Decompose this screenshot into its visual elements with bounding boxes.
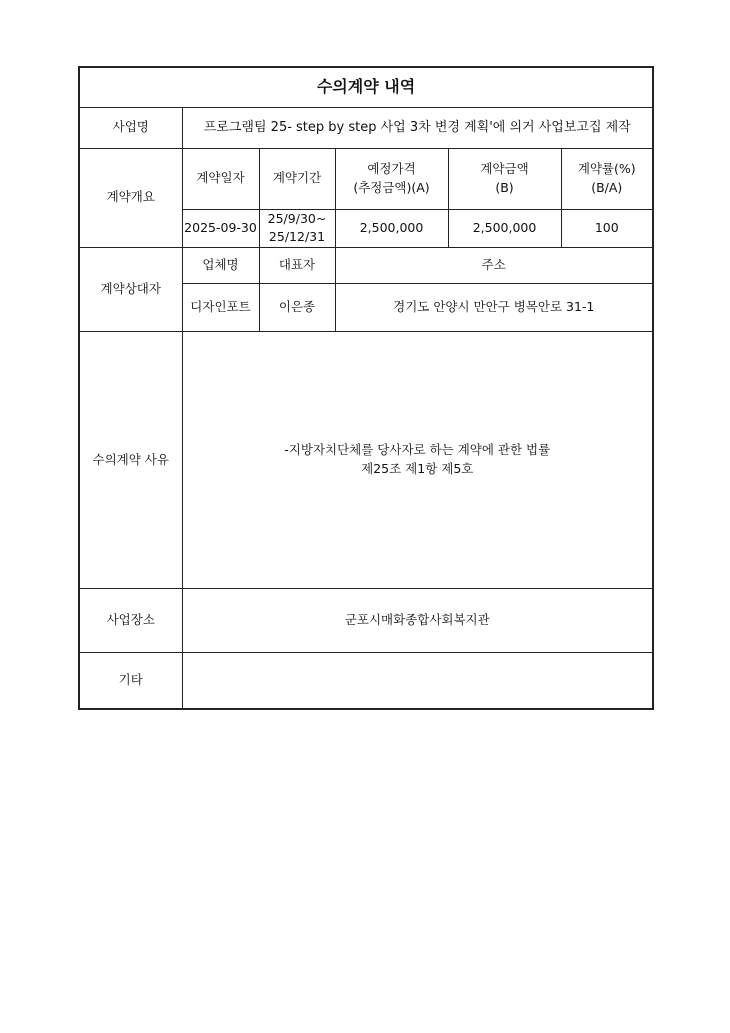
- overview-estimated-price: 2,500,000: [335, 209, 448, 248]
- overview-header-contract-amount: 계약금액 (B): [448, 148, 561, 209]
- etc-value: [182, 653, 653, 709]
- overview-header-contract-period: 계약기간: [259, 148, 335, 209]
- contract-table: [78, 66, 654, 710]
- party-company: 디자인포트: [182, 284, 259, 332]
- overview-label: 계약개요: [79, 148, 182, 248]
- project-label: 사업명: [79, 107, 182, 148]
- party-representative: 이은종: [259, 284, 335, 332]
- overview-contract-rate: 100: [561, 209, 653, 248]
- place-label: 사업장소: [79, 589, 182, 653]
- overview-header-contract-date: 계약일자: [182, 148, 259, 209]
- reason-label: 수의계약 사유: [79, 332, 182, 589]
- party-header-company: 업체명: [182, 248, 259, 284]
- party-header-address: 주소: [335, 248, 653, 284]
- party-label: 계약상대자: [79, 248, 182, 332]
- place-value: 군포시매화종합사회복지관: [182, 589, 653, 653]
- overview-contract-amount: 2,500,000: [448, 209, 561, 248]
- party-header-representative: 대표자: [259, 248, 335, 284]
- etc-label: 기타: [79, 653, 182, 709]
- project-name: 프로그램팀 25- step by step 사업 3차 변경 계획'에 의거 사업보고집 제작: [182, 107, 653, 148]
- party-address: 경기도 안양시 만안구 병목안로 31-1: [335, 284, 653, 332]
- overview-header-estimated-price: 예정가격 (추정금액)(A): [335, 148, 448, 209]
- overview-header-contract-rate: 계약률(%) (B/A): [561, 148, 653, 209]
- overview-contract-date: 2025-09-30: [182, 209, 259, 248]
- reason-text: -지방자치단체를 당사자로 하는 계약에 관한 법률 제25조 제1항 제5호: [182, 332, 653, 589]
- overview-contract-period: 25/9/30~ 25/12/31: [259, 209, 335, 248]
- document-title: 수의계약 내역: [79, 67, 653, 107]
